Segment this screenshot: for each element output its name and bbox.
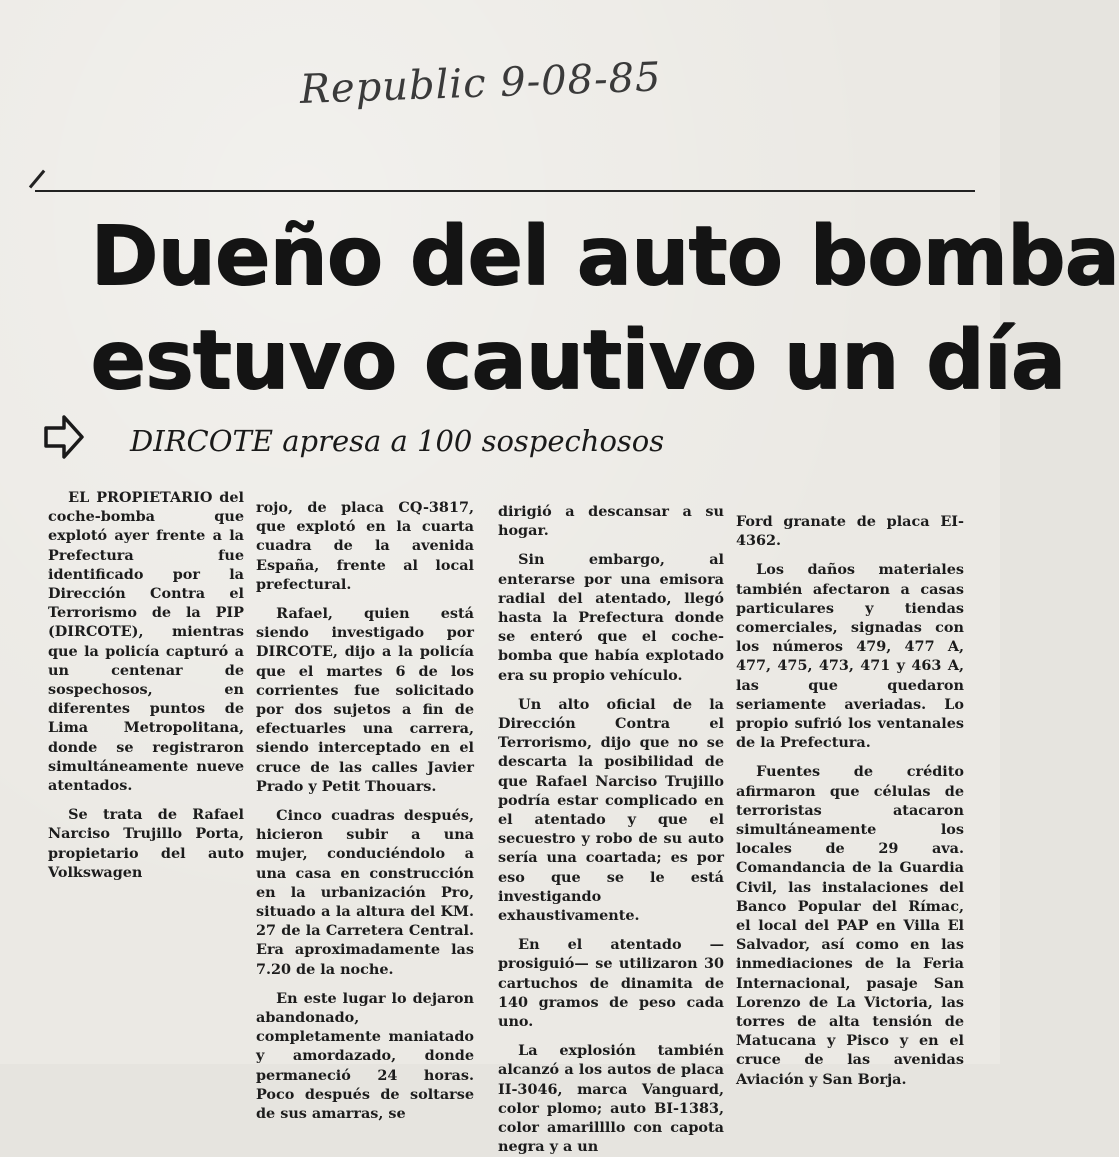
subheadline: DIRCOTE apresa a 100 sospechosos (130, 424, 665, 458)
paragraph: La explosión también alcanzó a los autos de placa II-3046, marca Vanguard, color plomo; auto BI-1383, color amarillllo con capota negra y a un (498, 1042, 724, 1156)
paragraph: Un alto oficial de la Dirección Contra el Terrorismo, dijo que no se descarta la posibilidad de que Rafael Narciso Trujillo podría estar complicado en el atentado y que el secuestro y robo de su auto sería una coartada; es por eso que se le está investigando exhaustivamente. (498, 695, 724, 925)
headline-line-1: Dueño del auto bomba (90, 209, 1119, 304)
article-column-2 (256, 498, 474, 1123)
paragraph: En este lugar lo dejaron abandonado, completamente maniatado y amordazado, donde permaneció 24 horas. Poco después de soltarse de sus amarras, se (256, 989, 474, 1123)
article-column-3 (498, 502, 724, 1157)
arrow-right-icon (42, 412, 86, 462)
paragraph: Rafael, quien está siendo investigado por DIRCOTE, dijo a la policía que el martes 6 de los corrientes fue solicitado por dos sujetos a fin de efectuarles una carrera, siendo interceptado en el cruce de las calles Javier Prado y Petit Thouars. (256, 605, 474, 795)
paragraph: Se trata de Rafael Narciso Trujillo Porta, propietario del auto Volkswagen (48, 806, 244, 881)
top-rule (35, 190, 975, 192)
paragraph: Ford granate de placa EI-4362. (736, 513, 964, 550)
paragraph: Sin embargo, al enterarse por una emisora radial del atentado, llegó hasta la Prefectura donde se enteró que el coche-bomba que había explotado era su propio vehículo. (498, 551, 724, 684)
paragraph: EL PROPIETARIO del coche-bomba que explotó ayer frente a la Prefectura fue identificado por la Dirección Contra el Terrorismo de la PIP (DIRCOTE), mientras que la policía capturó a un centenar de sospechosos, en diferentes puntos de Lima Metropolitana, donde se registraron simultáneamente nueve atentados. (48, 489, 244, 795)
headline (90, 205, 1119, 413)
paragraph: Cinco cuadras después, hicieron subir a una mujer, conduciéndolo a una casa en construcción en la urbanización Pro, situado a la altura del KM. 27 de la Carretera Central. Era aproximadamente las 7.20 de la noche. (256, 807, 474, 978)
paragraph: En el atentado —prosiguió— se utilizaron 30 cartuchos de dinamita de 140 gramos de peso cada uno. (498, 936, 724, 1031)
article-column-4 (736, 512, 964, 1089)
paragraph: dirigió a descansar a su hogar. (498, 503, 724, 540)
headline-line-2: estuvo cautivo un día (90, 313, 1065, 408)
paragraph: Fuentes de crédito afirmaron que células de terroristas atacaron simultáneamente los locales de 29 ava. Comandancia de la Guardia Civil, las instalaciones del Banco Popular del Rímac, el local del PAP en Villa El Salvador, así como en las inmediaciones de la Feria Internacional, pasaje San Lorenzo de La Victoria, las torres de alta tensión de Matucana y Pisco y en el cruce de las avenidas Aviación y San Borja. (736, 763, 964, 1088)
paragraph: rojo, de placa CQ-3817, que explotó en la cuarta cuadra de la avenida España, frente al local prefectural. (256, 499, 474, 593)
article-column-1 (48, 488, 244, 882)
rule-corner-mark (29, 170, 45, 189)
handwritten-annotation: Republic 9-08-85 (299, 54, 663, 113)
paragraph: Los daños materiales también afectaron a casas particulares y tiendas comerciales, signadas con los números 479, 477 A, 477, 475, 473, 471 y 463 A, las que quedaron seriamente averiadas. Lo propio sufrió los ventanales de la Prefectura. (736, 561, 964, 752)
